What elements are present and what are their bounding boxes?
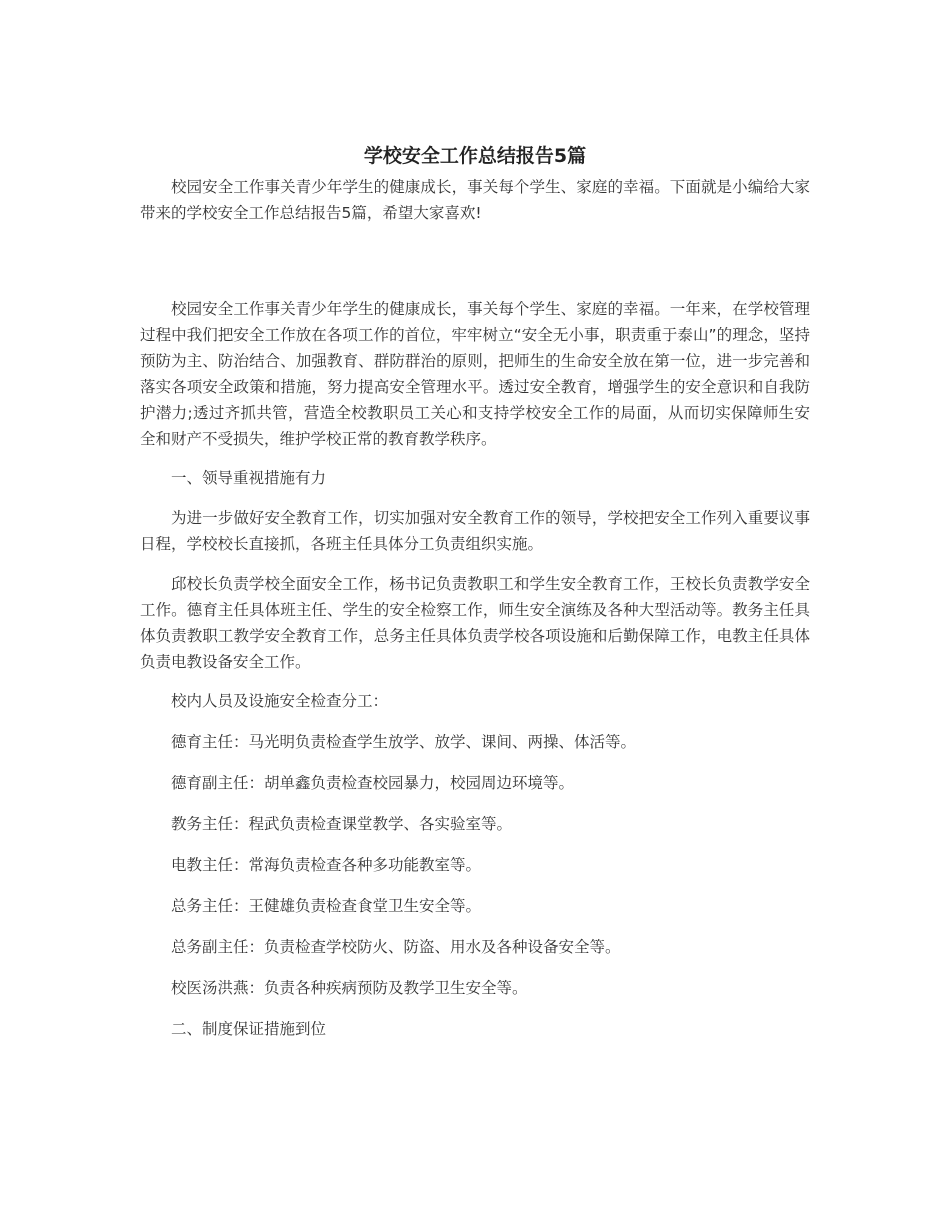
division-heading: 校内人员及设施安全检查分工： — [171, 692, 389, 710]
section-heading-system: 二、制度保证措施到位 — [171, 1020, 327, 1038]
duty-line: 德育副主任：胡单鑫负责检查校园暴力，校园周边环境等。 — [171, 774, 575, 792]
duty-line: 校医汤洪燕：负责各种疾病预防及教学卫生安全等。 — [171, 979, 528, 997]
leadership-paragraph: 为进一步做好安全教育工作，切实加强对安全教育工作的领导，学校把安全工作列入重要议事日程，学校校长直接抓，各班主任具体分工负责组织实施。 — [140, 509, 810, 553]
intro-paragraph: 校园安全工作事关青少年学生的健康成长，事关每个学生、家庭的幸福。下面就是小编给大家带来的学校安全工作总结报告5篇，希望大家喜欢! — [140, 178, 810, 222]
duty-line: 教务主任：程武负责检查课堂教学、各实验室等。 — [171, 815, 513, 833]
duty-line: 总务副主任：负责检查学校防火、防盗、用水及各种设备安全等。 — [171, 938, 621, 956]
duty-line: 德育主任：马光明负责检查学生放学、放学、课间、两操、体活等。 — [171, 733, 637, 751]
overview-paragraph: 校园安全工作事关青少年学生的健康成长，事关每个学生、家庭的幸福。一年来，在学校管理过程中我们把安全工作放在各项工作的首位，牢牢树立“安全无小事，职责重于泰山”的理念，坚持预防为主、防治结合、加强教育、群防群治的原则，把师生的生命安全放在第一位，进一步完善和落实各项安全政策和措施，努力提高安全管理水平。透过安全教育，增强学生的安全意识和自我防护潜力;透过齐抓共管，营造全校教职员工关心和支持学校安全工作的局面，从而切实保障师生安全和财产不受损失，维护学校正常的教育教学秩序。 — [140, 300, 810, 448]
duty-line: 总务主任：王健雄负责检查食堂卫生安全等。 — [171, 897, 482, 915]
section-spacer — [140, 226, 810, 296]
duty-line: 电教主任：常海负责检查各种多功能教室等。 — [171, 856, 482, 874]
responsibility-paragraph: 邱校长负责学校全面安全工作，杨书记负责教职工和学生安全教育工作，王校长负责教学安全工作。德育主任具体班主任、学生的安全检察工作，师生安全演练及各种大型活动等。教务主任具体负责教职工教学安全教育工作，总务主任具体负责学校各项设施和后勤保障工作，电教主任具体负责电教设备安全工作。 — [140, 575, 810, 671]
section-heading-leadership: 一、领导重视措施有力 — [171, 469, 327, 487]
document-title: 学校安全工作总结报告5篇 — [363, 145, 587, 167]
document-page — [140, 142, 810, 1056]
